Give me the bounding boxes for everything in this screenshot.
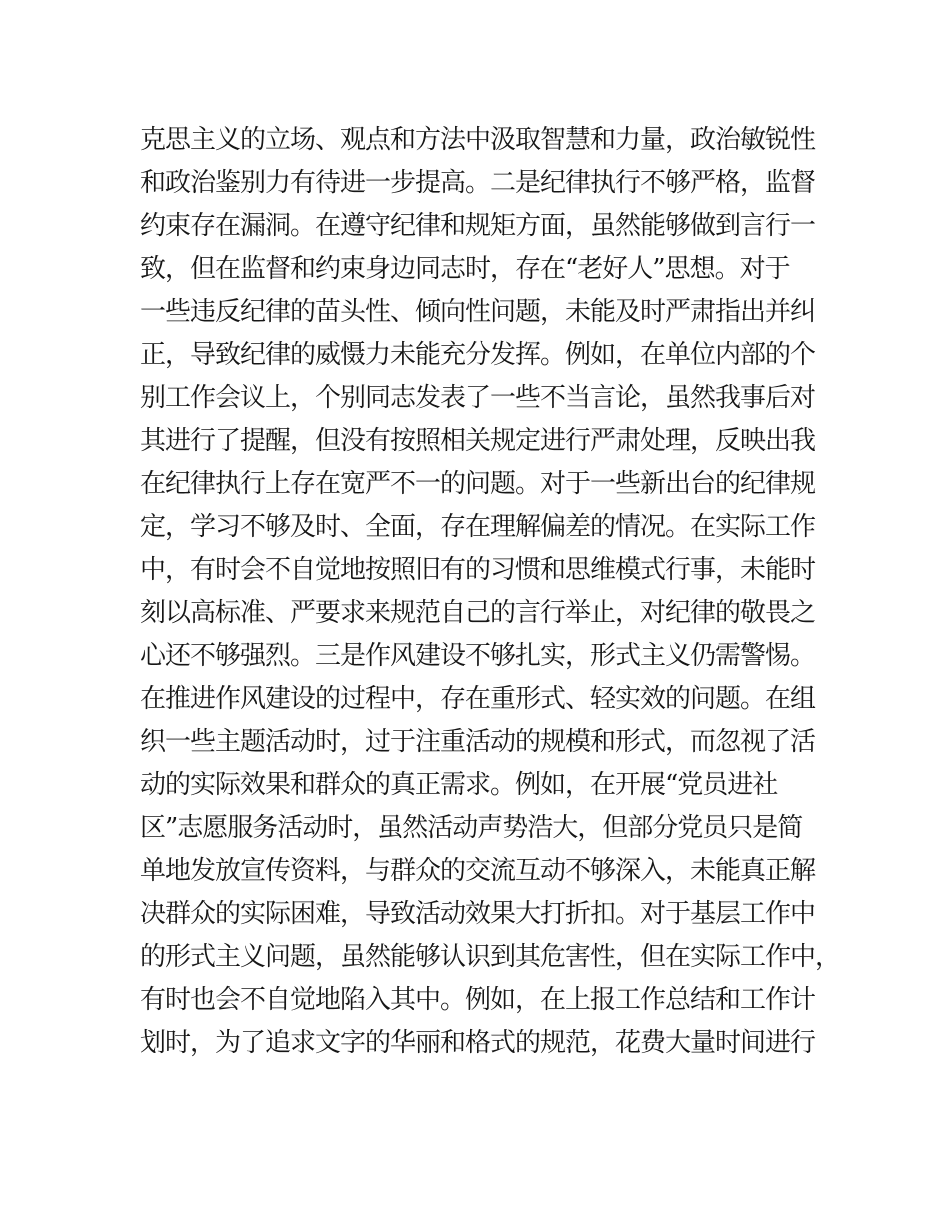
text-line: 区”志愿服务活动时，虽然活动声势浩大，但部分党员只是简 <box>140 813 803 843</box>
text-line: 在纪律执行上存在宽严不一的问题。对于一些新出台的纪律规 <box>140 469 816 499</box>
document-text-block <box>140 119 840 1065</box>
text-line: 决群众的实际困难，导致活动效果大打折扣。对于基层工作中 <box>140 899 816 929</box>
text-line: 在推进作风建设的过程中，存在重形式、轻实效的问题。在组 <box>140 684 816 714</box>
text-line: 致，但在监督和约束身边同志时，存在“老好人”思想。对于 <box>140 254 790 284</box>
text-line: 中，有时会不自觉地按照旧有的习惯和思维模式行事，未能时 <box>140 555 816 585</box>
text-line: 其进行了提醒，但没有按照相关规定进行严肃处理，反映出我 <box>140 426 816 456</box>
text-line: 正，导致纪律的威慑力未能充分发挥。例如，在单位内部的个 <box>140 340 816 370</box>
text-line: 织一些主题活动时，过于注重活动的规模和形式，而忽视了活 <box>140 727 816 757</box>
text-line: 动的实际效果和群众的真正需求。例如，在开展“党员进社 <box>140 770 778 800</box>
text-line: 划时，为了追求文字的华丽和格式的规范，花费大量时间进行 <box>140 1028 816 1058</box>
text-line: 有时也会不自觉地陷入其中。例如，在上报工作总结和工作计 <box>140 985 816 1015</box>
text-line: 刻以高标准、严要求来规范自己的言行举止，对纪律的敬畏之 <box>140 598 816 628</box>
text-line: 克思主义的立场、观点和方法中汲取智慧和力量，政治敏锐性 <box>140 125 816 155</box>
text-line: 定，学习不够及时、全面，存在理解偏差的情况。在实际工作 <box>140 512 816 542</box>
text-line: 和政治鉴别力有待进一步提高。二是纪律执行不够严格，监督 <box>140 168 816 198</box>
text-line: 的形式主义问题，虽然能够认识到其危害性，但在实际工作中， <box>140 942 841 972</box>
text-line: 一些违反纪律的苗头性、倾向性问题，未能及时严肃指出并纠 <box>140 297 816 327</box>
text-line: 约束存在漏洞。在遵守纪律和规矩方面，虽然能够做到言行一 <box>140 211 816 241</box>
text-line: 别工作会议上，个别同志发表了一些不当言论，虽然我事后对 <box>140 383 816 413</box>
text-line: 单地发放宣传资料，与群众的交流互动不够深入，未能真正解 <box>140 856 816 886</box>
text-line: 心还不够强烈。三是作风建设不够扎实，形式主义仍需警惕。 <box>140 641 816 671</box>
